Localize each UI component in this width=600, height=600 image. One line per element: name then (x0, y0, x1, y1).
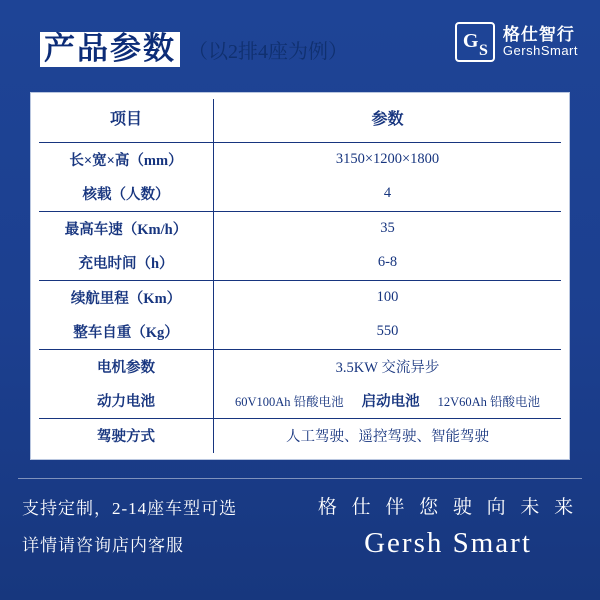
header (0, 0, 600, 88)
table-row (39, 211, 561, 246)
row-label-curb-weight: 整车自重（Kg） (39, 315, 214, 350)
row-value-capacity: 4 (214, 177, 562, 212)
table-header-row (39, 99, 561, 142)
table-row (39, 246, 561, 281)
column-header-param: 参数 (214, 99, 562, 142)
row-label-battery: 动力电池 (39, 384, 214, 419)
footer-note-line1: 支持定制，2-14座车型可选 (22, 499, 238, 518)
battery-starter-label: 启动电池 (361, 394, 420, 411)
row-label-dimensions: 长×宽×高（mm） (39, 142, 214, 177)
row-label-driving-mode: 驾驶方式 (39, 418, 214, 453)
logo-letter-g: G (462, 30, 479, 52)
table-row (39, 142, 561, 177)
page-title-main: 产品参数 (40, 32, 180, 67)
table-row (39, 315, 561, 350)
row-label-range: 续航里程（Km） (39, 280, 214, 315)
row-value-charge-time: 6-8 (214, 246, 562, 281)
spec-table-panel (30, 92, 570, 460)
row-label-motor: 电机参数 (39, 349, 214, 384)
slogan-cn: 格 仕 伴 您 驶 向 未 来 (317, 497, 579, 518)
row-value-range: 100 (376, 289, 399, 306)
battery-traction-spec: 60V100Ah 铅酸电池 (234, 395, 344, 410)
table-row (39, 280, 561, 315)
row-value-top-speed: 35 (380, 220, 395, 237)
footer (0, 472, 600, 600)
footer-slogan (312, 492, 584, 560)
row-label-capacity: 核载（人数） (39, 177, 214, 212)
brand-name-en: GershSmart (502, 43, 578, 59)
row-value-battery (214, 384, 562, 419)
row-label-charge-time: 充电时间（h） (39, 246, 214, 281)
row-value-dimensions: 3150×1200×1800 (335, 151, 440, 168)
brand-logo (455, 22, 578, 62)
table-row (39, 384, 561, 419)
page-title-sub: （以2排4座为例） (188, 40, 348, 63)
brand-name-cn: 格仕智行 (502, 24, 575, 44)
table-row (39, 418, 561, 453)
page-title (40, 26, 460, 72)
footer-divider (18, 478, 582, 479)
battery-starter-spec: 12V60Ah 铅酸电池 (437, 395, 541, 410)
table-row (39, 349, 561, 384)
spec-table (39, 99, 561, 453)
logo-letter-s: S (479, 42, 488, 59)
row-value-curb-weight: 550 (214, 315, 562, 350)
slogan-en: Gersh Smart (364, 527, 532, 559)
row-label-top-speed: 最高车速（Km/h） (39, 211, 214, 246)
row-value-driving-mode: 人工驾驶、遥控驾驶、智能驾驶 (286, 429, 489, 446)
table-row (39, 177, 561, 212)
footer-note (22, 494, 322, 568)
footer-note-line2: 详情请咨询店内客服 (22, 536, 184, 555)
row-value-motor: 3.5KW 交流异步 (335, 360, 440, 377)
column-header-item: 项目 (39, 99, 214, 142)
brand-text (503, 25, 578, 59)
logo-mark-icon (455, 22, 495, 62)
